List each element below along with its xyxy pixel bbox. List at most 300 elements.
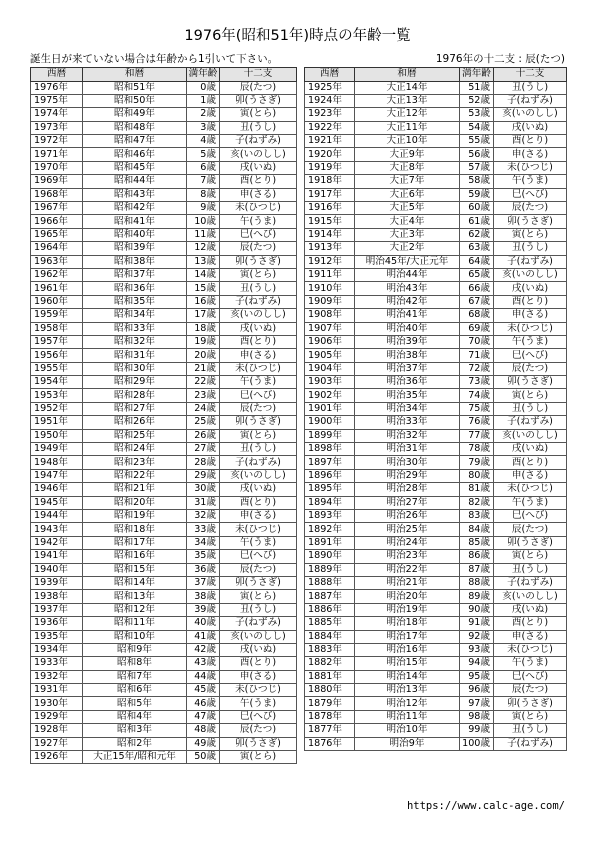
table-row (31, 215, 297, 228)
cell-eto: 酉(とり) (220, 175, 297, 188)
cell-seireki: 1932年 (31, 670, 83, 683)
cell-seireki: 1950年 (31, 429, 83, 442)
cell-eto: 戌(いぬ) (220, 161, 297, 174)
cell-seireki: 1900年 (305, 416, 355, 429)
cell-wareki: 昭和30年 (83, 362, 187, 375)
cell-age: 95歳 (460, 670, 494, 683)
cell-eto: 亥(いのしし) (220, 148, 297, 161)
table-row (31, 684, 297, 697)
cell-age: 23歳 (187, 389, 220, 402)
table-row (31, 443, 297, 456)
cell-eto: 巳(へび) (494, 510, 567, 523)
cell-seireki: 1882年 (305, 657, 355, 670)
table-row (305, 322, 567, 335)
cell-age: 58歳 (460, 175, 494, 188)
cell-seireki: 1930年 (31, 697, 83, 710)
cell-seireki: 1913年 (305, 242, 355, 255)
cell-seireki: 1949年 (31, 443, 83, 456)
cell-age: 93歳 (460, 643, 494, 656)
table-body (305, 81, 567, 751)
cell-wareki: 昭和12年 (83, 603, 187, 616)
cell-age: 80歳 (460, 469, 494, 482)
table-row (305, 108, 567, 121)
cell-wareki: 昭和15年 (83, 563, 187, 576)
cell-seireki: 1898年 (305, 443, 355, 456)
cell-seireki: 1883年 (305, 643, 355, 656)
cell-eto: 寅(とら) (494, 710, 567, 723)
cell-wareki: 昭和51年 (83, 81, 187, 94)
cell-wareki: 昭和11年 (83, 617, 187, 630)
cell-eto: 寅(とら) (220, 751, 297, 764)
cell-eto: 卯(うさぎ) (220, 737, 297, 750)
cell-age: 70歳 (460, 335, 494, 348)
cell-age: 84歳 (460, 523, 494, 536)
table-row (305, 710, 567, 723)
cell-wareki: 明治42年 (355, 295, 460, 308)
cell-wareki: 大正13年 (355, 94, 460, 107)
cell-wareki: 昭和17年 (83, 536, 187, 549)
cell-eto: 子(ねずみ) (220, 295, 297, 308)
cell-wareki: 明治39年 (355, 335, 460, 348)
cell-wareki: 大正6年 (355, 188, 460, 201)
cell-seireki: 1914年 (305, 228, 355, 241)
cell-wareki: 昭和36年 (83, 282, 187, 295)
table-row (31, 697, 297, 710)
cell-eto: 子(ねずみ) (494, 737, 567, 750)
cell-age: 98歳 (460, 710, 494, 723)
cell-seireki: 1929年 (31, 710, 83, 723)
cell-seireki: 1972年 (31, 135, 83, 148)
cell-seireki: 1969年 (31, 175, 83, 188)
table-row (305, 188, 567, 201)
cell-seireki: 1931年 (31, 684, 83, 697)
table-row (305, 376, 567, 389)
cell-wareki: 昭和23年 (83, 456, 187, 469)
cell-eto: 丑(うし) (220, 603, 297, 616)
cell-wareki: 昭和21年 (83, 483, 187, 496)
cell-seireki: 1951年 (31, 416, 83, 429)
cell-age: 30歳 (187, 483, 220, 496)
cell-wareki: 昭和34年 (83, 309, 187, 322)
table-row (31, 362, 297, 375)
cell-seireki: 1902年 (305, 389, 355, 402)
cell-seireki: 1909年 (305, 295, 355, 308)
table-row (305, 228, 567, 241)
cell-eto: 未(ひつじ) (494, 643, 567, 656)
table-header (305, 68, 567, 82)
cell-wareki: 明治24年 (355, 536, 460, 549)
cell-age: 78歳 (460, 443, 494, 456)
cell-age: 53歳 (460, 108, 494, 121)
table-row (305, 282, 567, 295)
cell-eto: 亥(いのしし) (220, 309, 297, 322)
cell-wareki: 昭和9年 (83, 643, 187, 656)
cell-wareki: 明治14年 (355, 670, 460, 683)
cell-age: 8歳 (187, 188, 220, 201)
cell-age: 96歳 (460, 684, 494, 697)
cell-seireki: 1957年 (31, 335, 83, 348)
cell-wareki: 明治40年 (355, 322, 460, 335)
cell-wareki: 明治29年 (355, 469, 460, 482)
cell-eto: 午(うま) (494, 335, 567, 348)
table-row (31, 643, 297, 656)
cell-wareki: 昭和42年 (83, 202, 187, 215)
cell-seireki: 1956年 (31, 349, 83, 362)
cell-wareki: 昭和28年 (83, 389, 187, 402)
cell-wareki: 昭和32年 (83, 335, 187, 348)
cell-seireki: 1912年 (305, 255, 355, 268)
cell-seireki: 1976年 (31, 81, 83, 94)
cell-seireki: 1911年 (305, 268, 355, 281)
cell-seireki: 1944年 (31, 510, 83, 523)
cell-seireki: 1939年 (31, 576, 83, 589)
table-row (31, 175, 297, 188)
cell-eto: 酉(とり) (494, 456, 567, 469)
cell-seireki: 1935年 (31, 630, 83, 643)
cell-wareki: 明治18年 (355, 617, 460, 630)
cell-wareki: 昭和22年 (83, 469, 187, 482)
table-row (305, 148, 567, 161)
birthday-note: 誕生日が来ていない場合は年齢から1引いて下さい。 (30, 53, 279, 65)
cell-age: 49歳 (187, 737, 220, 750)
cell-eto: 申(さる) (494, 630, 567, 643)
cell-age: 5歳 (187, 148, 220, 161)
table-row (305, 643, 567, 656)
table-body (31, 81, 297, 764)
cell-eto: 巳(へび) (220, 710, 297, 723)
cell-eto: 寅(とら) (494, 389, 567, 402)
cell-wareki: 昭和7年 (83, 670, 187, 683)
cell-age: 73歳 (460, 376, 494, 389)
cell-wareki: 昭和6年 (83, 684, 187, 697)
cell-age: 86歳 (460, 550, 494, 563)
table-row (305, 121, 567, 134)
table-row (31, 523, 297, 536)
cell-wareki: 昭和37年 (83, 268, 187, 281)
cell-eto: 巳(へび) (494, 188, 567, 201)
table-row (305, 510, 567, 523)
header-eto: 十二支 (220, 68, 297, 82)
header-seireki: 西暦 (305, 68, 355, 82)
cell-age: 57歳 (460, 161, 494, 174)
cell-seireki: 1936年 (31, 617, 83, 630)
cell-eto: 酉(とり) (494, 135, 567, 148)
cell-eto: 亥(いのしし) (494, 268, 567, 281)
table-row (305, 496, 567, 509)
cell-wareki: 大正10年 (355, 135, 460, 148)
cell-seireki: 1964年 (31, 242, 83, 255)
cell-seireki: 1966年 (31, 215, 83, 228)
cell-eto: 卯(うさぎ) (494, 376, 567, 389)
table-row (31, 335, 297, 348)
cell-wareki: 大正8年 (355, 161, 460, 174)
cell-seireki: 1968年 (31, 188, 83, 201)
cell-wareki: 大正11年 (355, 121, 460, 134)
cell-wareki: 大正4年 (355, 215, 460, 228)
cell-wareki: 昭和5年 (83, 697, 187, 710)
table-row (305, 295, 567, 308)
table-row (31, 268, 297, 281)
cell-seireki: 1937年 (31, 603, 83, 616)
table-row (305, 443, 567, 456)
cell-age: 82歳 (460, 496, 494, 509)
table-row (31, 536, 297, 549)
cell-wareki: 昭和8年 (83, 657, 187, 670)
cell-age: 77歳 (460, 429, 494, 442)
table-row (305, 175, 567, 188)
table-row (31, 108, 297, 121)
cell-wareki: 昭和24年 (83, 443, 187, 456)
table-row (31, 81, 297, 94)
table-row (305, 81, 567, 94)
cell-wareki: 昭和18年 (83, 523, 187, 536)
cell-eto: 子(ねずみ) (494, 576, 567, 589)
cell-wareki: 昭和14年 (83, 576, 187, 589)
cell-age: 55歳 (460, 135, 494, 148)
cell-eto: 辰(たつ) (494, 362, 567, 375)
table-row (305, 576, 567, 589)
cell-wareki: 昭和35年 (83, 295, 187, 308)
cell-age: 3歳 (187, 121, 220, 134)
cell-age: 38歳 (187, 590, 220, 603)
cell-seireki: 1916年 (305, 202, 355, 215)
cell-age: 99歳 (460, 724, 494, 737)
header-row (305, 68, 567, 82)
cell-age: 40歳 (187, 617, 220, 630)
cell-wareki: 大正12年 (355, 108, 460, 121)
table-row (31, 309, 297, 322)
cell-age: 64歳 (460, 255, 494, 268)
cell-seireki: 1921年 (305, 135, 355, 148)
table-row (305, 563, 567, 576)
cell-age: 100歳 (460, 737, 494, 750)
header-wareki: 和暦 (355, 68, 460, 82)
cell-seireki: 1928年 (31, 724, 83, 737)
cell-seireki: 1906年 (305, 335, 355, 348)
cell-wareki: 昭和27年 (83, 402, 187, 415)
cell-age: 13歳 (187, 255, 220, 268)
cell-seireki: 1896年 (305, 469, 355, 482)
cell-eto: 巳(へび) (494, 349, 567, 362)
cell-seireki: 1887年 (305, 590, 355, 603)
table-row (31, 389, 297, 402)
cell-eto: 未(ひつじ) (494, 322, 567, 335)
cell-seireki: 1920年 (305, 148, 355, 161)
cell-wareki: 明治21年 (355, 576, 460, 589)
table-row (31, 710, 297, 723)
table-row (31, 188, 297, 201)
cell-wareki: 昭和38年 (83, 255, 187, 268)
table-row (305, 684, 567, 697)
cell-seireki: 1880年 (305, 684, 355, 697)
table-row (31, 576, 297, 589)
cell-eto: 未(ひつじ) (494, 483, 567, 496)
cell-wareki: 昭和47年 (83, 135, 187, 148)
cell-age: 12歳 (187, 242, 220, 255)
cell-age: 79歳 (460, 456, 494, 469)
cell-wareki: 明治11年 (355, 710, 460, 723)
cell-seireki: 1948年 (31, 456, 83, 469)
cell-age: 34歳 (187, 536, 220, 549)
table-row (305, 309, 567, 322)
cell-seireki: 1970年 (31, 161, 83, 174)
table-header (31, 68, 297, 82)
table-row (305, 670, 567, 683)
cell-eto: 寅(とら) (494, 550, 567, 563)
cell-seireki: 1879年 (305, 697, 355, 710)
cell-wareki: 大正7年 (355, 175, 460, 188)
cell-wareki: 昭和19年 (83, 510, 187, 523)
cell-seireki: 1908年 (305, 309, 355, 322)
table-row (31, 376, 297, 389)
cell-age: 83歳 (460, 510, 494, 523)
cell-wareki: 明治15年 (355, 657, 460, 670)
cell-seireki: 1897年 (305, 456, 355, 469)
cell-age: 41歳 (187, 630, 220, 643)
cell-wareki: 昭和4年 (83, 710, 187, 723)
cell-eto: 丑(うし) (220, 121, 297, 134)
table-row (305, 268, 567, 281)
cell-eto: 亥(いのしし) (494, 590, 567, 603)
cell-age: 15歳 (187, 282, 220, 295)
cell-seireki: 1899年 (305, 429, 355, 442)
cell-wareki: 明治38年 (355, 349, 460, 362)
cell-seireki: 1961年 (31, 282, 83, 295)
cell-age: 61歳 (460, 215, 494, 228)
cell-seireki: 1959年 (31, 309, 83, 322)
cell-eto: 戌(いぬ) (220, 322, 297, 335)
cell-eto: 巳(へび) (220, 389, 297, 402)
table-row (305, 737, 567, 750)
cell-age: 69歳 (460, 322, 494, 335)
cell-wareki: 昭和45年 (83, 161, 187, 174)
header-wareki: 和暦 (83, 68, 187, 82)
cell-eto: 子(ねずみ) (220, 617, 297, 630)
cell-age: 44歳 (187, 670, 220, 683)
cell-wareki: 明治12年 (355, 697, 460, 710)
cell-seireki: 1945年 (31, 496, 83, 509)
header-seireki: 西暦 (31, 68, 83, 82)
age-table-right (304, 67, 567, 751)
cell-eto: 辰(たつ) (220, 402, 297, 415)
table-row (305, 389, 567, 402)
cell-seireki: 1876年 (305, 737, 355, 750)
cell-age: 89歳 (460, 590, 494, 603)
cell-eto: 子(ねずみ) (494, 416, 567, 429)
cell-seireki: 1884年 (305, 630, 355, 643)
table-row (31, 603, 297, 616)
cell-wareki: 明治26年 (355, 510, 460, 523)
cell-seireki: 1952年 (31, 402, 83, 415)
cell-wareki: 明治33年 (355, 416, 460, 429)
cell-age: 14歳 (187, 268, 220, 281)
cell-age: 18歳 (187, 322, 220, 335)
cell-seireki: 1922年 (305, 121, 355, 134)
site-url-link[interactable]: https://www.calc-age.com/ (406, 800, 565, 812)
cell-age: 94歳 (460, 657, 494, 670)
cell-wareki: 大正2年 (355, 242, 460, 255)
cell-eto: 辰(たつ) (494, 202, 567, 215)
table-row (305, 590, 567, 603)
cell-eto: 卯(うさぎ) (494, 536, 567, 549)
table-row (31, 456, 297, 469)
cell-eto: 子(ねずみ) (220, 456, 297, 469)
table-row (305, 617, 567, 630)
cell-wareki: 大正3年 (355, 228, 460, 241)
cell-seireki: 1910年 (305, 282, 355, 295)
cell-wareki: 明治9年 (355, 737, 460, 750)
header-age: 満年齢 (187, 68, 220, 82)
cell-eto: 丑(うし) (494, 402, 567, 415)
table-row (31, 148, 297, 161)
cell-eto: 未(ひつじ) (220, 523, 297, 536)
cell-age: 59歳 (460, 188, 494, 201)
cell-wareki: 明治35年 (355, 389, 460, 402)
table-row (305, 657, 567, 670)
cell-age: 48歳 (187, 724, 220, 737)
cell-wareki: 昭和48年 (83, 121, 187, 134)
table-row (305, 697, 567, 710)
cell-seireki: 1934年 (31, 643, 83, 656)
cell-age: 21歳 (187, 362, 220, 375)
cell-age: 43歳 (187, 657, 220, 670)
cell-wareki: 明治37年 (355, 362, 460, 375)
cell-eto: 卯(うさぎ) (494, 215, 567, 228)
cell-age: 25歳 (187, 416, 220, 429)
cell-age: 56歳 (460, 148, 494, 161)
cell-seireki: 1953年 (31, 389, 83, 402)
cell-age: 2歳 (187, 108, 220, 121)
table-row (31, 563, 297, 576)
table-row (305, 215, 567, 228)
cell-wareki: 明治43年 (355, 282, 460, 295)
cell-eto: 子(ねずみ) (220, 135, 297, 148)
table-row (31, 737, 297, 750)
cell-eto: 卯(うさぎ) (220, 416, 297, 429)
table-row (305, 362, 567, 375)
cell-eto: 辰(たつ) (220, 242, 297, 255)
table-row (31, 282, 297, 295)
cell-age: 4歳 (187, 135, 220, 148)
cell-eto: 午(うま) (494, 496, 567, 509)
table-row (31, 550, 297, 563)
cell-seireki: 1918年 (305, 175, 355, 188)
header-row (31, 68, 297, 82)
cell-wareki: 明治34年 (355, 402, 460, 415)
cell-wareki: 昭和31年 (83, 349, 187, 362)
header-age: 満年齢 (460, 68, 494, 82)
cell-seireki: 1954年 (31, 376, 83, 389)
cell-seireki: 1938年 (31, 590, 83, 603)
table-row (31, 295, 297, 308)
cell-age: 22歳 (187, 376, 220, 389)
cell-eto: 卯(うさぎ) (220, 255, 297, 268)
cell-eto: 辰(たつ) (494, 523, 567, 536)
cell-seireki: 1886年 (305, 603, 355, 616)
cell-eto: 寅(とら) (220, 268, 297, 281)
cell-seireki: 1881年 (305, 670, 355, 683)
cell-eto: 午(うま) (220, 697, 297, 710)
cell-eto: 寅(とら) (494, 228, 567, 241)
cell-seireki: 1907年 (305, 322, 355, 335)
cell-eto: 子(ねずみ) (494, 255, 567, 268)
cell-eto: 亥(いのしし) (494, 429, 567, 442)
cell-seireki: 1890年 (305, 550, 355, 563)
table-row (31, 322, 297, 335)
table-row (305, 469, 567, 482)
cell-wareki: 明治20年 (355, 590, 460, 603)
cell-eto: 申(さる) (220, 188, 297, 201)
